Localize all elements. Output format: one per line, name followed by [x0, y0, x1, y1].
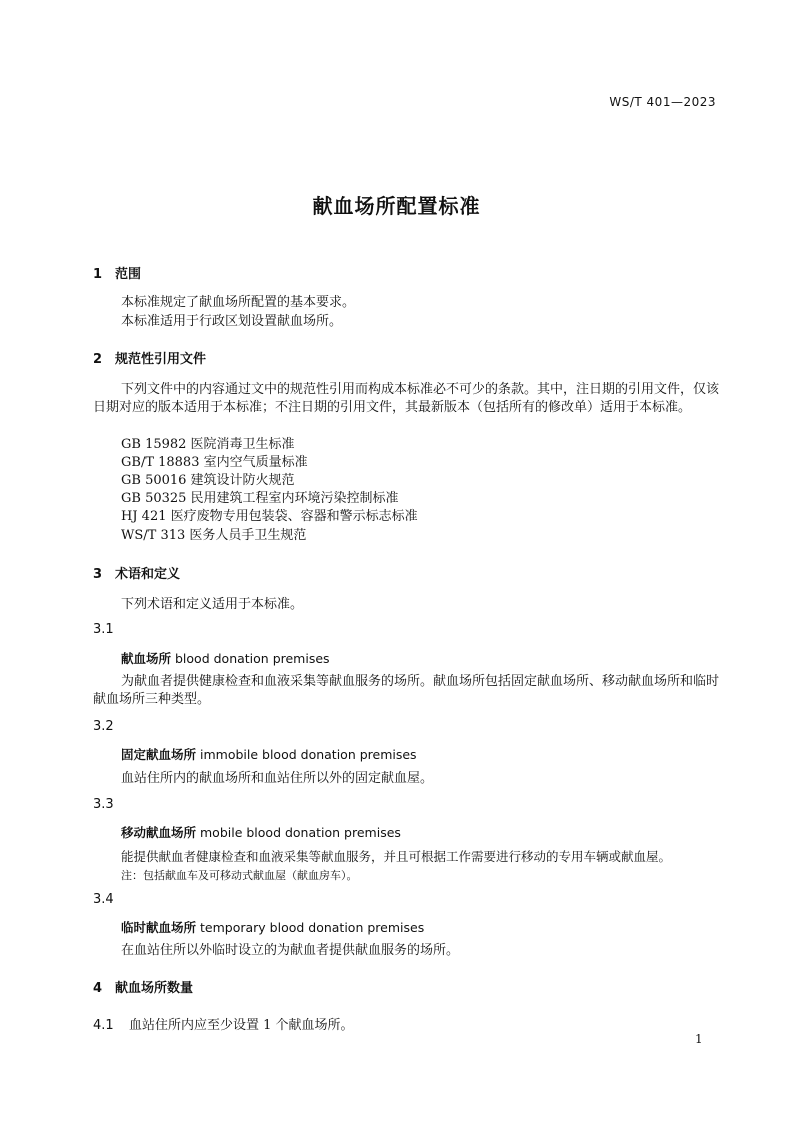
section-title: 范围	[115, 267, 142, 282]
term-number: 3.2	[93, 719, 114, 734]
section-4-heading	[93, 977, 193, 996]
section-1-heading	[93, 263, 141, 282]
reference-item: GB/T 18883 室内空气质量标准	[121, 455, 308, 470]
term-english: temporary blood donation premises	[200, 920, 425, 935]
section-number: 3	[93, 567, 103, 582]
section-number: 4	[93, 981, 103, 996]
term-number: 3.3	[93, 797, 114, 812]
section-title: 术语和定义	[115, 567, 181, 582]
term-english: immobile blood donation premises	[200, 747, 417, 762]
clause-4-1	[93, 1014, 354, 1033]
clause-text: 血站住所内应至少设置 1 个献血场所。	[129, 1018, 354, 1033]
term-number: 3.4	[93, 892, 114, 907]
term-note: 注：包括献血车及可移动式献血屋（献血房车）。	[121, 869, 358, 882]
reference-item: HJ 421 医疗废物专用包装袋、容器和警示标志标准	[121, 509, 418, 524]
term-title	[121, 823, 401, 841]
term-title	[121, 918, 424, 936]
term-chinese: 移动献血场所	[121, 825, 197, 840]
section-2-intro: 下列文件中的内容通过文中的规范性引用而构成本标准必不可少的条款。其中，注日期的引用文件，仅该日期对应的版本适用于本标准；不注日期的引用文件，其最新版本（包括所有的修改单）适用于本标准。	[93, 382, 720, 415]
term-definition: 血站住所内的献血场所和血站住所以外的固定献血屋。	[121, 771, 434, 786]
term-english: blood donation premises	[175, 651, 330, 666]
section-1-para-1: 本标准规定了献血场所配置的基本要求。	[121, 295, 356, 310]
clause-number: 4.1	[93, 1018, 114, 1033]
section-1-para-2: 本标准适用于行政区划设置献血场所。	[121, 314, 343, 329]
term-title	[121, 649, 330, 667]
page-number: 1	[695, 1032, 703, 1046]
term-chinese: 临时献血场所	[121, 920, 197, 935]
term-chinese: 献血场所	[121, 651, 172, 666]
section-2-heading	[93, 348, 206, 367]
standard-number: WS/T 401—2023	[609, 95, 716, 109]
section-number: 1	[93, 267, 103, 282]
term-definition: 能提供献血者健康检查和血液采集等献血服务，并且可根据工作需要进行移动的专用车辆或献血屋。	[121, 849, 672, 864]
section-3-intro: 下列术语和定义适用于本标准。	[121, 597, 304, 612]
term-definition: 为献血者提供健康检查和血液采集等献血服务的场所。献血场所包括固定献血场所、移动献血场所和临时献血场所三种类型。	[93, 674, 720, 707]
section-3-heading	[93, 563, 180, 582]
term-number: 3.1	[93, 622, 114, 637]
reference-item: GB 50016 建筑设计防火规范	[121, 473, 295, 488]
reference-item: GB 15982 医院消毒卫生标准	[121, 437, 295, 452]
reference-item: WS/T 313 医务人员手卫生规范	[121, 528, 307, 543]
term-english: mobile blood donation premises	[200, 825, 401, 840]
section-title: 规范性引用文件	[115, 352, 207, 367]
term-chinese: 固定献血场所	[121, 747, 197, 762]
page-title: 献血场所配置标准	[312, 194, 481, 218]
section-number: 2	[93, 352, 103, 367]
reference-item: GB 50325 民用建筑工程室内环境污染控制标准	[121, 491, 399, 506]
section-title: 献血场所数量	[115, 981, 194, 996]
term-definition: 在血站住所以外临时设立的为献血者提供献血服务的场所。	[121, 943, 460, 958]
term-title	[121, 745, 417, 763]
